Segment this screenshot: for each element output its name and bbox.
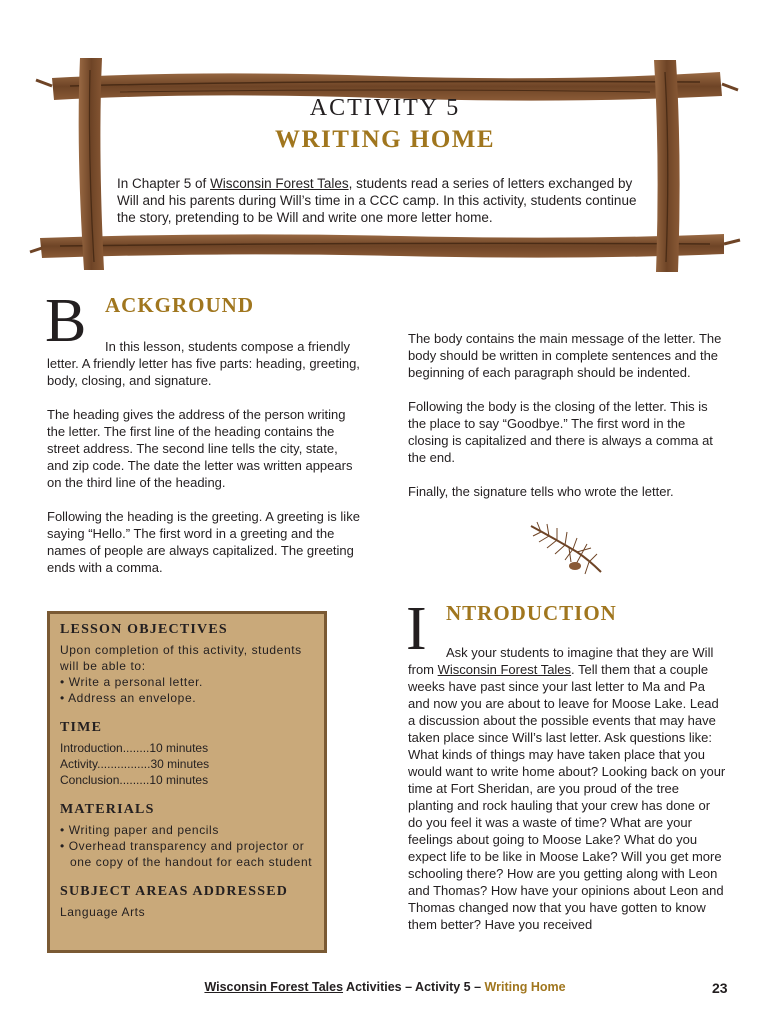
activity-number: ACTIVITY 5 bbox=[309, 95, 461, 121]
footer-book-title: Wisconsin Forest Tales bbox=[204, 980, 344, 994]
book-title: Wisconsin Forest Tales bbox=[210, 176, 349, 191]
activity-intro: In Chapter 5 of Wisconsin Forest Tales, students read a series of letters exchanged by Will and his parents during Will’s time in a CCC camp. In this activity, students continue the story, pretending to be Will and write one more letter home. bbox=[117, 176, 637, 225]
paragraph: The body contains the main message of the letter. The body should be written in complete sentences and the beginning of each paragraph should be indented. bbox=[408, 331, 722, 380]
time-row: Introduction........10 minutes bbox=[60, 741, 209, 755]
book-title: Wisconsin Forest Tales bbox=[437, 662, 572, 677]
background-heading bbox=[45, 287, 360, 355]
objective-item: • Write a personal letter. bbox=[60, 675, 203, 689]
time-heading: TIME bbox=[60, 720, 103, 735]
paragraph: Following the heading is the greeting. A greeting is like saying “Hello.” The first word in a greeting and the names of people are always capitalized. The greeting ends with a comma. bbox=[47, 509, 360, 575]
material-item: • Writing paper and pencils bbox=[60, 823, 219, 837]
material-item: • Overhead transparency and projector or one copy of the handout for each student bbox=[60, 839, 313, 869]
paragraph: The heading gives the address of the person writing the letter. The first line of the heading contains the street address. The second line tells the city, state, and zip code. The date the letter was written appears on the third line of the heading. bbox=[47, 407, 353, 490]
dropcap-letter: B bbox=[45, 287, 87, 355]
lesson-info-box bbox=[47, 611, 327, 953]
page-footer: Wisconsin Forest Tales Activities – Activity 5 – Writing Home bbox=[204, 980, 566, 994]
background-section bbox=[45, 287, 360, 593]
introduction-heading bbox=[406, 595, 726, 663]
dropcap-letter: I bbox=[406, 595, 427, 663]
objective-item: • Address an envelope. bbox=[60, 691, 197, 705]
time-row: Conclusion.........10 minutes bbox=[60, 773, 209, 787]
time-row: Activity................30 minutes bbox=[60, 757, 210, 771]
footer-activity-title: Writing Home bbox=[484, 980, 566, 994]
objectives-intro: Upon completion of this activity, students will be able to: bbox=[60, 643, 302, 673]
objectives-heading: LESSON OBJECTIVES bbox=[60, 622, 228, 637]
introduction-section bbox=[406, 595, 726, 933]
header-frame bbox=[0, 0, 770, 290]
heading-text: NTRODUCTION bbox=[446, 601, 617, 625]
heading-text: ACKGROUND bbox=[105, 293, 254, 317]
background-continued bbox=[408, 330, 726, 517]
subjects-value: Language Arts bbox=[60, 905, 146, 919]
page-number: 23 bbox=[712, 980, 728, 996]
activity-title: WRITING HOME bbox=[274, 126, 496, 153]
pine-branch-icon bbox=[527, 518, 607, 578]
subjects-heading: SUBJECT AREAS ADDRESSED bbox=[60, 884, 289, 899]
paragraph: Finally, the signature tells who wrote the letter. bbox=[408, 484, 674, 499]
paragraph: In this lesson, students compose a friendly letter. A friendly letter has five parts: heading, greeting, body, closing, and signature. bbox=[47, 339, 360, 388]
materials-heading: MATERIALS bbox=[60, 802, 155, 817]
paragraph: Following the body is the closing of the letter. This is the place to say “Goodbye.” The first word in the closing is capitalized and there is always a comma at the end. bbox=[408, 399, 713, 465]
paragraph: Ask your students to imagine that they are Will from Wisconsin Forest Tales. Tell them that a couple weeks have past since your last letter to Ma and Pa and now you are about to leave for Moose Lake. Lead a discussion about the possible events that may have taken place since Will’s last letter. Ask questions like: What kinds of things may have taken place that you would want to write home about? Looking back on your time at Fort Sheridan, are you proud of the tree planting and rock hauling that your crew has done or do you feel it was a waste of time? What are your feelings about going to Moose Lake? What do you expect life to be like in Moose Lake? Will you get more schooling there? How are you getting along with Leon and Thomas? How have your opinions about Leon and Thomas changed now that you have gotten to know them better? Have you received bbox=[408, 645, 726, 932]
